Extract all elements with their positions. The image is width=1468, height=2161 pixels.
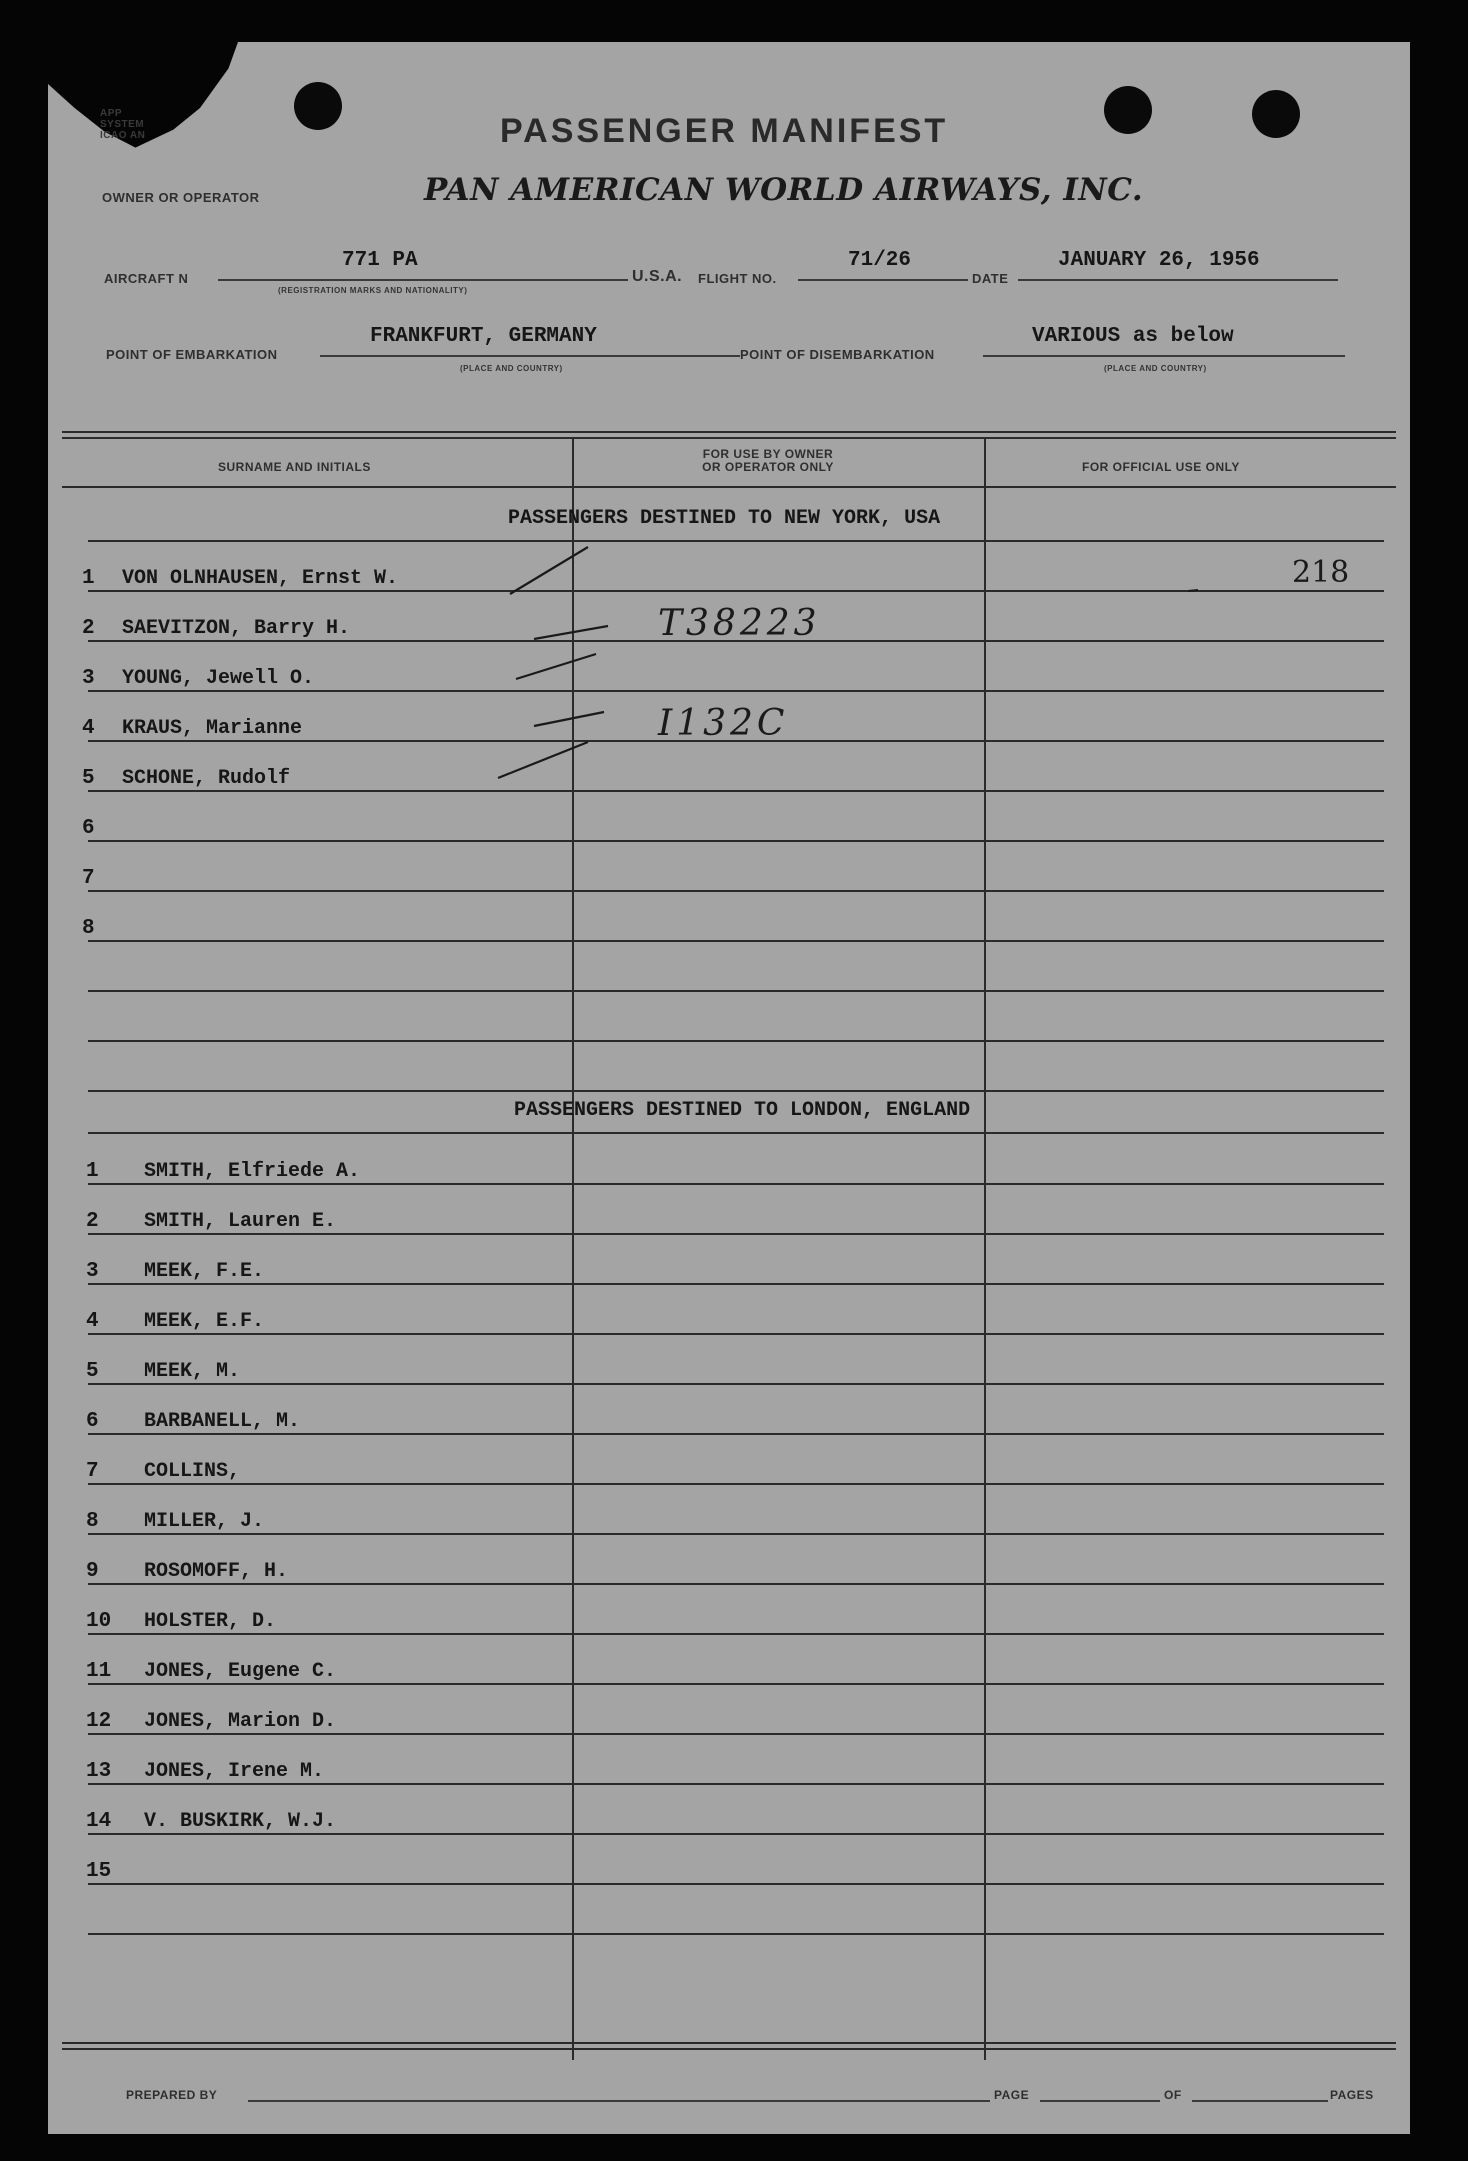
row-number: 8: [82, 917, 95, 940]
operator-note: I132C: [658, 703, 789, 744]
manifest-sheet: [48, 42, 1410, 2134]
official-note: 218: [1292, 555, 1350, 590]
row-number: 7: [82, 867, 95, 890]
operator-note: T38223: [658, 603, 821, 644]
passenger-name: JONES, Eugene C.: [144, 1660, 337, 1683]
flight-value: 71/26: [848, 249, 912, 272]
row-number: 12: [86, 1710, 112, 1733]
embarkation-caption: (PLACE AND COUNTRY): [460, 364, 563, 373]
column-header-surname: SURNAME AND INITIALS: [218, 460, 371, 474]
disembarkation-value: VARIOUS as below: [1032, 325, 1234, 348]
row-number: 3: [82, 667, 95, 690]
owner-label: OWNER OR OPERATOR: [102, 190, 260, 205]
row-number: 5: [82, 767, 95, 790]
pages-label: PAGES: [1330, 2088, 1374, 2102]
row-number: 1: [86, 1160, 99, 1183]
passenger-name: JONES, Marion D.: [144, 1710, 337, 1733]
date-value: JANUARY 26, 1956: [1058, 249, 1260, 272]
passenger-name: SMITH, Elfriede A.: [144, 1160, 361, 1183]
corner-stamp-line: SYSTEM: [100, 119, 145, 130]
row-number: 1: [82, 567, 95, 590]
passenger-name: HOLSTER, D.: [144, 1610, 277, 1633]
passenger-name: SMITH, Lauren E.: [144, 1210, 337, 1233]
corner-stamp-line: ICAO AN: [100, 130, 146, 141]
passenger-name: ROSOMOFF, H.: [144, 1560, 289, 1583]
passenger-name: MEEK, F.E.: [144, 1260, 265, 1283]
column-header-official: FOR OFFICIAL USE ONLY: [1082, 460, 1240, 474]
passenger-name: VON OLNHAUSEN, Ernst W.: [122, 567, 399, 590]
page-underline: [1040, 2100, 1160, 2102]
form-title: PASSENGER MANIFEST: [500, 112, 949, 150]
prepared-by-label: PREPARED BY: [126, 2088, 218, 2102]
handwritten-ticks: [48, 42, 1410, 2134]
row-number: 2: [86, 1210, 99, 1233]
column-header-owner-use-line: OR OPERATOR ONLY: [702, 460, 834, 474]
column-header-owner-use-line: FOR USE BY OWNER: [702, 447, 834, 461]
corner-stamp-line: APP: [100, 108, 123, 119]
embarkation-label: POINT OF EMBARKATION: [106, 347, 278, 362]
row-number: 10: [86, 1610, 112, 1633]
row-number: 7: [86, 1460, 99, 1483]
passenger-name: MEEK, E.F.: [144, 1310, 265, 1333]
passenger-name: MEEK, M.: [144, 1360, 241, 1383]
aircraft-value: 771 PA: [342, 249, 418, 272]
disembarkation-label: POINT OF DISEMBARKATION: [740, 347, 935, 362]
passenger-name: BARBANELL, M.: [144, 1410, 301, 1433]
row-number: 3: [86, 1260, 99, 1283]
row-number: 14: [86, 1810, 112, 1833]
row-number: 5: [86, 1360, 99, 1383]
row-number: 4: [82, 717, 95, 740]
row-number: 4: [86, 1310, 99, 1333]
row-number: 8: [86, 1510, 99, 1533]
passenger-name: SAEVITZON, Barry H.: [122, 617, 351, 640]
row-number: 15: [86, 1860, 112, 1883]
of-underline: [1192, 2100, 1328, 2102]
prepared-by-underline: [248, 2100, 990, 2102]
row-number: 13: [86, 1760, 112, 1783]
row-number: 11: [86, 1660, 112, 1683]
of-label: OF: [1164, 2088, 1182, 2102]
date-label: DATE: [972, 271, 1009, 286]
row-number: 9: [86, 1560, 99, 1583]
passenger-name: KRAUS, Marianne: [122, 717, 303, 740]
passenger-name: SCHONE, Rudolf: [122, 767, 291, 790]
row-number: 6: [82, 817, 95, 840]
section-heading-london: PASSENGERS DESTINED TO LONDON, ENGLAND: [514, 1099, 971, 1122]
passenger-name: JONES, Irene M.: [144, 1760, 325, 1783]
page-label: PAGE: [994, 2088, 1030, 2102]
operator-name: PAN AMERICAN WORLD AIRWAYS, INC.: [424, 172, 1144, 208]
registration-caption: (REGISTRATION MARKS AND NATIONALITY): [278, 286, 468, 295]
passenger-name: V. BUSKIRK, W.J.: [144, 1810, 337, 1833]
row-number: 2: [82, 617, 95, 640]
embarkation-value: FRANKFURT, GERMANY: [370, 325, 597, 348]
section-heading-new-york: PASSENGERS DESTINED TO NEW YORK, USA: [508, 507, 941, 530]
disembarkation-caption: (PLACE AND COUNTRY): [1104, 364, 1207, 373]
usa-label: U.S.A.: [632, 268, 683, 285]
aircraft-label: AIRCRAFT N: [104, 271, 189, 286]
passenger-name: YOUNG, Jewell O.: [122, 667, 315, 690]
passenger-name: COLLINS,: [144, 1460, 241, 1483]
flight-label: FLIGHT NO.: [698, 271, 777, 286]
passenger-name: MILLER, J.: [144, 1510, 265, 1533]
row-number: 6: [86, 1410, 99, 1433]
